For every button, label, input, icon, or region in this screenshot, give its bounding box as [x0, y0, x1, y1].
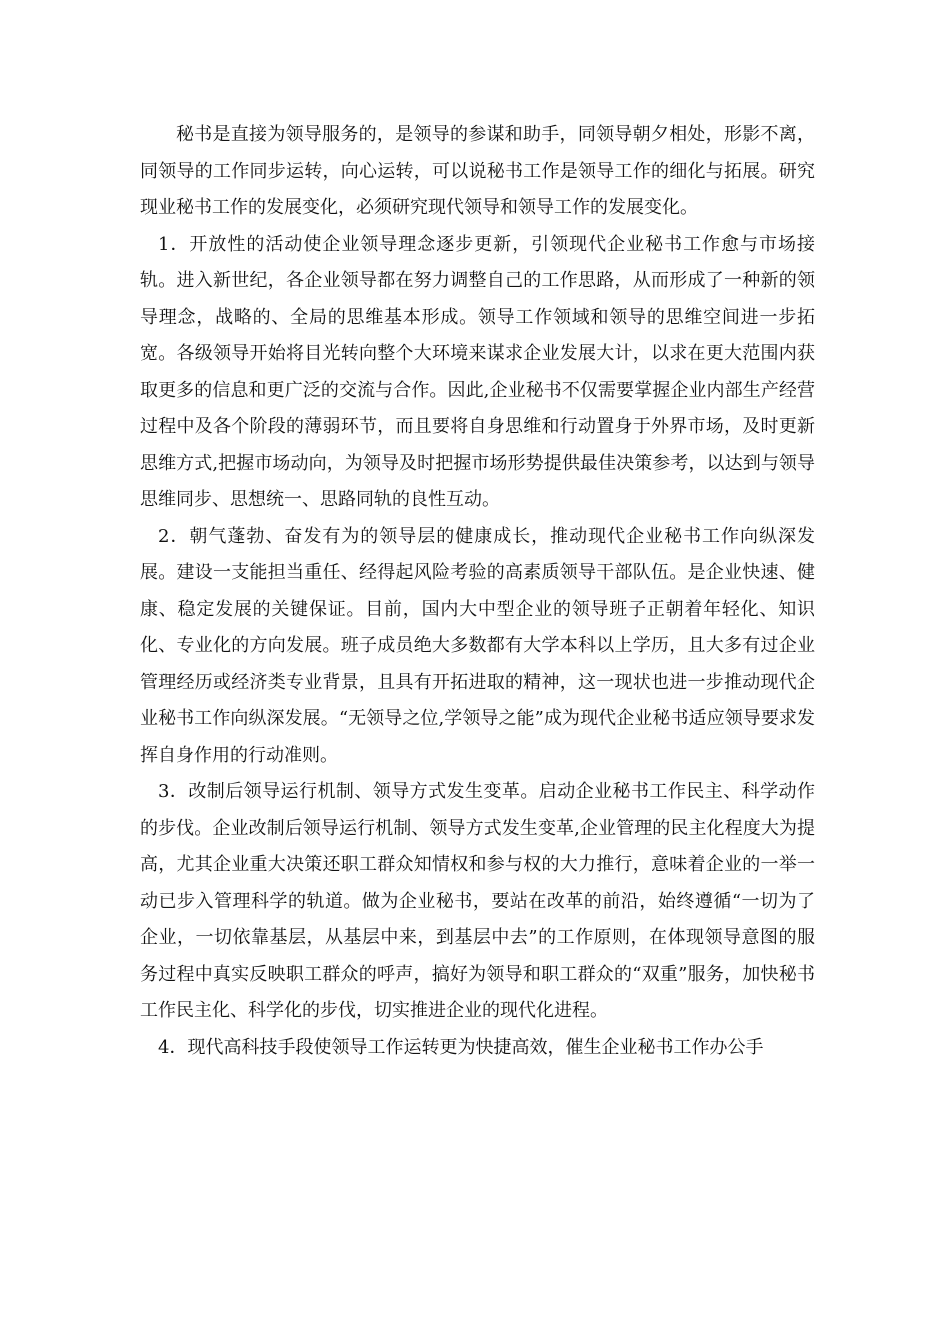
paragraph-3: 3．改制后领导运行机制、领导方式发生变革。启动企业秘书工作民主、科学动作的步伐。企业改制后领导运行机制、领导方式发生变革,企业管理的民主化程度大为提高，尤其企业重大决策还职工群众知情权和参与权的大力推行，意味着企业的一举一动已步入管理科学的轨道。做为企业秘书，要站在改革的前沿，始终遵循“一切为了企业，一切依靠基层，从基层中来，到基层中去”的工作原则，在体现领导意图的服务过程中真实反映职工群众的呼声，搞好为领导和职工群众的“双重”服务，加快秘书工作民主化、科学化的步伐，切实推进企业的现代化进程。: [140, 781, 815, 1021]
paragraph-1: 1．开放性的活动使企业领导理念逐步更新，引领现代企业秘书工作愈与市场接轨。进入新世纪，各企业领导都在努力调整自己的工作思路，从而形成了一种新的领导理念，战略的、全局的思维基本形成。领导工作领域和领导的思维空间进一步拓宽。各级领导开始将目光转向整个大环境来谋求企业发展大计，以求在更大范围内获取更多的信息和更广泛的交流与合作。因此,企业秘书不仅需要掌握企业内部生产经营过程中及各个阶段的薄弱环节，而且要将自身思维和行动置身于外界市场，及时更新思维方式,把握市场动向，为领导及时把握市场形势提供最佳决策参考，以达到与领导思维同步、思想统一、思路同轨的良性互动。: [140, 233, 815, 510]
paragraph-intro: 秘书是直接为领导服务的，是领导的参谋和助手，同领导朝夕相处，形影不离，同领导的工作同步运转，向心运转，可以说秘书工作是领导工作的细化与拓展。研究现业秘书工作的发展变化，必须研究现代领导和领导工作的发展变化。: [140, 124, 815, 218]
document-body: [140, 117, 815, 1066]
paragraph-4: 4．现代高科技手段使领导工作运转更为快捷高效，催生企业秘书工作办公手: [158, 1036, 764, 1058]
paragraph-2: 2．朝气蓬勃、奋发有为的领导层的健康成长，推动现代企业秘书工作向纵深发展。建设一支能担当重任、经得起风险考验的高素质领导干部队伍。是企业快速、健康、稳定发展的关键保证。目前，国内大中型企业的领导班子正朝着年轻化、知识化、专业化的方向发展。班子成员绝大多数都有大学本科以上学历，且大多有过企业管理经历或经济类专业背景，且具有开拓进取的精神，这一现状也进一步推动现代企业秘书工作向纵深发展。“无领导之位,学领导之能”成为现代企业秘书适应领导要求发挥自身作用的行动准则。: [140, 525, 815, 766]
